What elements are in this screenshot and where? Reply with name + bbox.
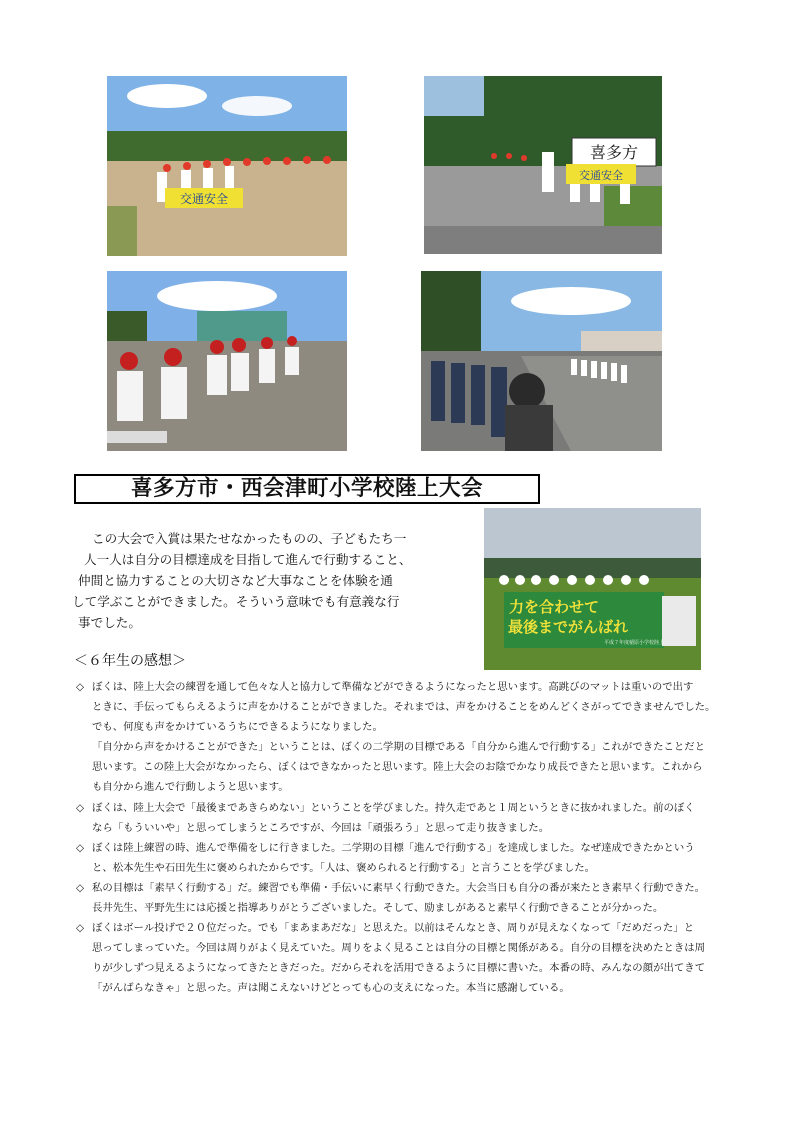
photo-spectators-street [421,271,662,451]
item-line: 私の目標は「素早く行動する」だ。練習でも準備・手伝いに素早く行動できた。大会当日も自分の番が来たとき素早く行動できた。 [92,881,706,894]
list-item [76,918,726,998]
intro-line: して学ぶことができました。そういう意味でも有意義な行 [72,594,400,609]
item-line: 「がんばらなきゃ」と思った。声は聞こえないけどとっても心の支えになった。本当に感謝している。 [92,982,570,995]
photo-sign-text: 喜多方 [589,143,639,162]
item-line: ぼくは、陸上大会の練習を通して色々な人と協力して準備などができるようになったと思います。高跳びのマットは重いので出す [92,681,694,693]
item-line: 長井先生、平野先生には応援と指導ありがとうございました。そして、励ましがあると素早く行動できることが分かった。 [92,902,664,915]
item-line: 思います。この陸上大会がなかったら、ぼくはできなかったと思います。陸上大会のお陰でかなり成長できたと思います。これから [92,761,703,774]
intro-line: 事でした。 [78,615,141,630]
item-line: ときに、手伝ってもらえるように声をかけることができました。それまでは、声をかけることをめんどくさがってできませんでした。 [92,701,716,714]
item-line: でも、何度も声をかけているうちにできるようになりました。 [92,721,383,734]
photo-band-march [107,271,347,451]
diamond-marker: ◇ [76,881,84,894]
item-line: なら「もういいや」と思ってしまうところですが、今回は「頑張ろう」と思って走り抜きました。 [92,821,550,834]
diamond-marker: ◇ [76,801,84,814]
diamond-marker: ◇ [76,922,84,935]
item-line: 「自分から声をかけることができた」ということは、ぼくの二学期の目標である「自分から進んで行動する」これができたことだと [92,741,706,754]
banner-line-2: 最後までがんばれ [507,618,629,636]
diamond-marker: ◇ [76,681,84,693]
intro-line: 人一人は自分の目標達成を目指して進んで行動すること、 [84,552,412,567]
item-line: りが少しずつ見えるようになってきたときだった。だからそれを活用できるように目標に書いた。本番の時、みんなの顔が出てきて [92,962,706,975]
list-item [76,878,726,918]
photo-banner-text: 交通安全 [579,169,623,182]
banner-line-1: 力を合わせて [508,598,600,616]
item-line: ぼくは、陸上大会で「最後まであきらめない」ということを学びました。持久走であと１周というときに抜かれました。前のぼく [92,801,695,814]
list-item [76,838,726,878]
section-heading: ＜６年生の感想＞ [74,653,186,669]
photo-group-banner [484,508,701,670]
item-line: ぼくは陸上練習の時、進んで準備をしに行きました。二学期の目標「進んで行動する」を達成しました。なぜ達成できたかという [92,841,695,854]
page-title: 喜多方市・西会津町小学校陸上大会 [74,474,540,504]
item-line: 思ってしまっていた。今回は周りがよく見えていた。周りをよく見ることは自分の目標と関係がある。自分の目標を決めたときは周 [92,942,706,955]
intro-paragraph [72,528,444,633]
photo-banner-text: 交通安全 [179,192,229,206]
item-line: ぼくはボール投げで２０位だった。でも「まあまあだな」と思えた。以前はそんなとき、周りが見えなくなって「だめだった」と [92,922,695,935]
banner-small-text: 平成７年度稲原小学校陸上 [603,640,665,646]
impressions-list [76,677,726,999]
photo-parade-street [424,76,662,254]
intro-line: この大会で入賞は果たせなかったものの、子どもたち一 [92,531,407,546]
list-item [76,677,726,798]
photo-parade-schoolyard [107,76,347,256]
list-item [76,798,726,838]
diamond-marker: ◇ [76,841,84,854]
intro-line: 仲間と協力することの大切さなど大事なことを体験を通 [78,573,393,588]
item-line: も自分から進んで行動しようと思います。 [92,781,289,794]
item-line: と、松本先生や石田先生に褒められたからです。「人は、褒められると行動する」と言うことを学びました。 [92,861,595,874]
